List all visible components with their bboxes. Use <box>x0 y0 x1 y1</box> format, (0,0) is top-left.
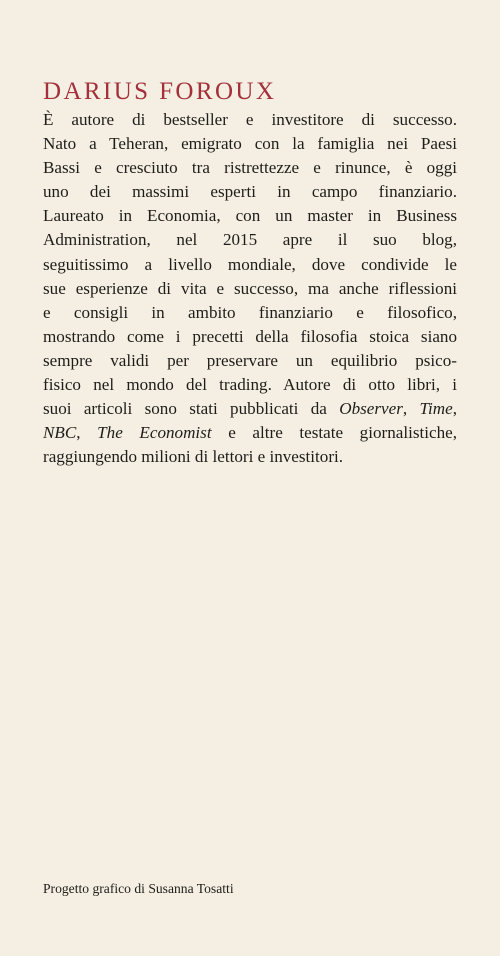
publication-name: The Economist <box>97 423 212 443</box>
bio-text: Bassi e cresciuto tra ristrettezze e rinunce, è oggi <box>43 158 457 178</box>
bio-text: Laureato in Economia, con un master in Business <box>43 206 457 226</box>
bio-line <box>43 132 457 156</box>
bio-text: raggiungendo milioni di lettori e investitori. <box>43 447 344 467</box>
bio-line <box>43 397 457 421</box>
design-credit: Progetto grafico di Susanna Tosatti <box>43 881 234 896</box>
bio-line <box>43 349 457 373</box>
bio-text: suoi articoli sono stati pubblicati da <box>43 399 340 419</box>
bio-text: e altre testate giornalistiche, <box>211 423 457 443</box>
bio-text: fisico nel mondo del trading. Autore di otto libri, i <box>43 375 457 395</box>
bio-line <box>43 445 457 469</box>
bio-line <box>43 301 457 325</box>
bio-text: Administration, nel 2015 apre il suo blog, <box>43 230 457 250</box>
bio-text: seguitissimo a livello mondiale, dove condivide le <box>43 254 457 274</box>
bio-text: , <box>452 399 457 419</box>
bio-line <box>43 253 457 277</box>
bio-line <box>43 180 457 204</box>
bio-line <box>43 156 457 180</box>
bio-text: Nato a Teheran, emigrato con la famiglia nei Paesi <box>43 134 457 154</box>
bio-text: , <box>402 399 420 419</box>
bio-line <box>43 204 457 228</box>
bio-text: È autore di bestseller e investitore di successo. <box>43 110 457 129</box>
bio-text: sempre validi per preservare un equilibrio psico- <box>43 350 457 370</box>
bio-line <box>43 228 457 252</box>
bio-line <box>43 108 457 132</box>
bio-line <box>43 325 457 349</box>
bio-text: sue esperienze di vita e successo, ma anche riflessioni <box>43 278 457 298</box>
author-biography <box>43 108 457 469</box>
author-name: DARIUS FOROUX <box>43 78 277 105</box>
bio-text: mostrando come i precetti della filosofia stoica siano <box>43 326 457 346</box>
publication-name: Observer <box>339 399 403 419</box>
bio-text: uno dei massimi esperti in campo finanziario. <box>43 182 457 202</box>
bio-line <box>43 277 457 301</box>
bio-text: e consigli in ambito finanziario e filosofico, <box>43 302 457 322</box>
bio-line <box>43 421 457 445</box>
publication-name: Time <box>419 399 453 419</box>
bio-text: , <box>76 423 98 443</box>
bio-line <box>43 373 457 397</box>
publication-name: NBC <box>43 423 77 443</box>
